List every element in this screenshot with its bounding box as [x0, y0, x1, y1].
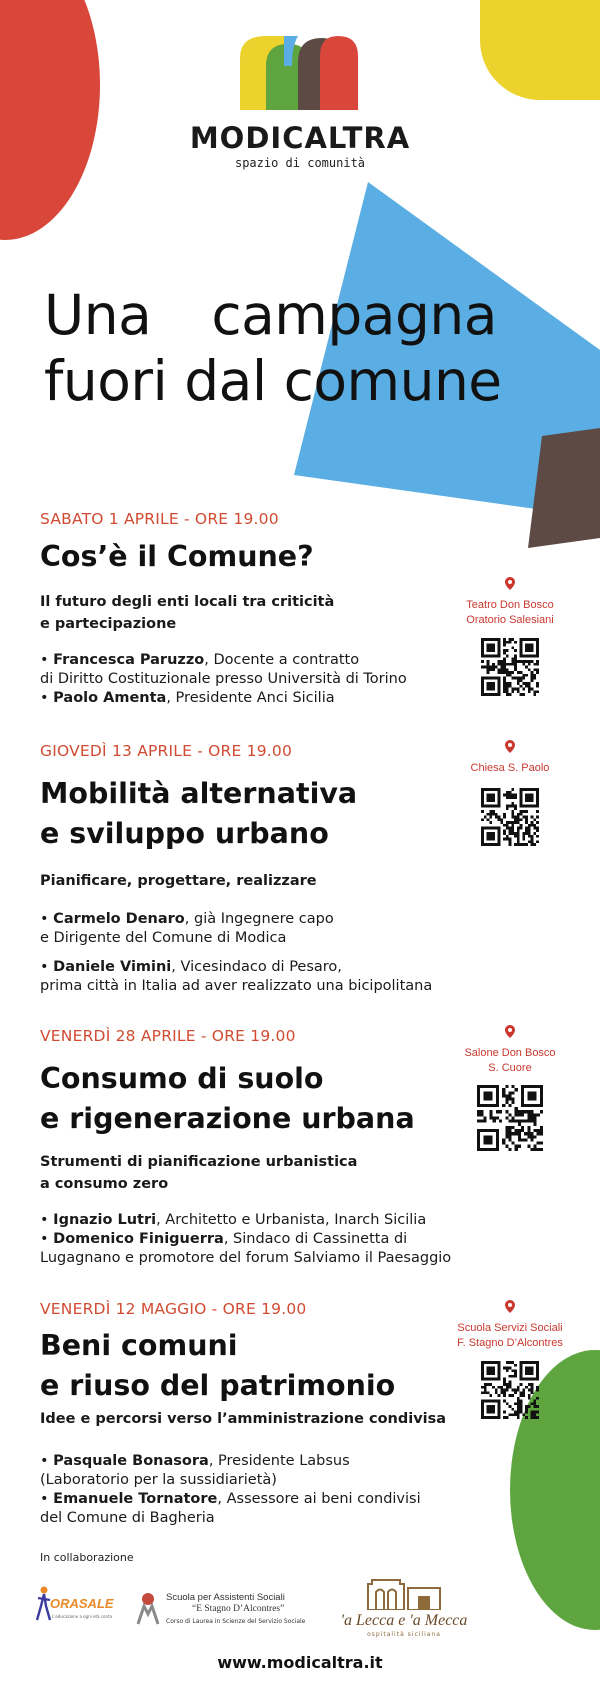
speaker-name: Emanuele Tornatore: [53, 1491, 218, 1507]
speaker-role: , Vicesindaco di Pesaro,: [171, 959, 342, 975]
speaker-role: di Diritto Costituzionale presso Università di Torino: [40, 671, 407, 687]
event-location: [440, 577, 580, 628]
brand-name: MODICALTRA: [189, 121, 411, 155]
scuola-name: Scuola per Assistenti Sociali: [166, 1592, 285, 1603]
speaker: • Domenico Finiguerra, Sindaco di Cassinetta di Lugagnano e promotore del forum Salviamo il Paesaggio: [40, 1231, 452, 1266]
speaker-name: Carmelo Denaro: [53, 911, 185, 927]
lecca-building-icon: [364, 1576, 444, 1610]
decor-red-shape: [0, 0, 100, 240]
orasale-name: ORASALE: [50, 1596, 114, 1611]
location-line: Scuola Servizi Sociali: [457, 1322, 563, 1334]
event-location: [440, 1300, 580, 1351]
event-date: VENERDÌ 28 APRILE - ORE 19.00: [40, 1027, 296, 1045]
speaker-role: , Presidente Anci Sicilia: [166, 690, 335, 706]
speaker: • Daniele Vimini, Vicesindaco di Pesaro, prima città in Italia ad aver realizzato una bicipolitana: [40, 959, 433, 994]
speaker-role: Lugagnano e promotore del forum Salviamo il Paesaggio: [40, 1250, 452, 1266]
event-subtitle: Strumenti di pianificazione urbanistica: [40, 1154, 358, 1170]
qr-code-icon[interactable]: [481, 1361, 539, 1419]
speaker-name: Daniele Vimini: [53, 959, 172, 975]
event-1: [40, 510, 460, 708]
location-line: Salone Don Bosco: [464, 1047, 556, 1059]
headline-word: campagna: [211, 283, 497, 347]
decor-yellow-shape: [480, 0, 600, 100]
event-subtitle: a consumo zero: [40, 1176, 169, 1192]
qr-code-icon[interactable]: [481, 788, 539, 846]
decor-brown-shape: [528, 428, 600, 548]
qr-code-icon[interactable]: [477, 1085, 543, 1151]
website-link[interactable]: www.modicaltra.it: [217, 1653, 383, 1672]
lecca-name: 'a Lecca e 'a Mecca: [340, 1612, 468, 1629]
speaker-role: , già Ingegnere capo: [184, 911, 334, 927]
headline-line: fuori dal comune: [44, 349, 502, 413]
event-4: [40, 1300, 480, 1528]
event-date: SABATO 1 APRILE - ORE 19.00: [40, 510, 279, 528]
speaker-name: Francesca Paruzzo: [53, 652, 205, 668]
speaker: • Francesca Paruzzo, Docente a contratto di Diritto Costituzionale presso Università di Torino: [40, 652, 407, 687]
event-title: e rigenerazione urbana: [40, 1102, 415, 1135]
event-title: Mobilità alternativa: [40, 777, 358, 810]
lecca-tagline: ospitalità siciliana: [367, 1631, 441, 1638]
event-3: [40, 1027, 460, 1268]
scuola-emblem-icon: [130, 1590, 166, 1626]
speaker-name: Ignazio Lutri: [53, 1212, 157, 1228]
event-title: e riuso del patrimonio: [40, 1369, 396, 1402]
speaker: • Carmelo Denaro, già Ingegnere capo e Dirigente del Comune di Modica: [40, 911, 334, 946]
orasale-tagline: L'educazione a ogni età conta: [52, 1614, 113, 1619]
event-title: e sviluppo urbano: [40, 817, 329, 850]
speaker-name: Paolo Amenta: [53, 690, 167, 706]
event-subtitle: Il futuro degli enti locali tra criticità: [40, 594, 335, 610]
location-pin-icon: [505, 740, 515, 753]
qr-code-icon[interactable]: [481, 638, 539, 696]
scuola-course: Corso di Laurea in Scienze del Servizio Sociale: [166, 1618, 306, 1625]
event-2: [40, 742, 460, 996]
partner-lecca-mecca-logo: [334, 1576, 474, 1636]
speaker-role: del Comune di Bagheria: [40, 1510, 215, 1526]
location-pin-icon: [505, 577, 515, 590]
event-subtitle: e partecipazione: [40, 616, 177, 632]
headline-word: Una: [44, 283, 152, 347]
partner-scuola-logo: [130, 1590, 310, 1630]
event-title: Cos’è il Comune?: [40, 540, 314, 573]
speaker-role: prima città in Italia ad aver realizzato una bicipolitana: [40, 978, 433, 994]
speaker-role: (Laboratorio per la sussidiarietà): [40, 1472, 277, 1488]
event-subtitle: Idee e percorsi verso l’amministrazione condivisa: [40, 1411, 447, 1427]
speaker-role: , Presidente Labsus: [208, 1453, 350, 1469]
speaker-name: Pasquale Bonasora: [53, 1453, 209, 1469]
location-line: Teatro Don Bosco: [466, 599, 554, 611]
collaboration-label: In collaborazione: [40, 1551, 134, 1564]
speaker-name: Domenico Finiguerra: [53, 1231, 224, 1247]
event-location: [440, 740, 580, 776]
location-line: Oratorio Salesiani: [466, 614, 554, 626]
speaker-role: , Assessore ai beni condivisi: [217, 1491, 421, 1507]
scuola-subname: “E Stagno D’Alcontres”: [192, 1604, 285, 1614]
speaker: • Emanuele Tornatore, Assessore ai beni condivisi del Comune di Bagheria: [40, 1491, 421, 1526]
modicaltra-logo-icon: [240, 36, 358, 110]
event-date: GIOVEDÌ 13 APRILE - ORE 19.00: [40, 742, 293, 760]
event-title: Consumo di suolo: [40, 1062, 324, 1095]
partner-orasale-logo: [36, 1586, 114, 1626]
speaker-role: , Docente a contratto: [204, 652, 360, 668]
location-line: F. Stagno D’Alcontres: [457, 1337, 563, 1349]
location-pin-icon: [505, 1300, 515, 1313]
event-location: [440, 1025, 580, 1076]
headline: [44, 282, 502, 414]
event-title: Beni comuni: [40, 1329, 238, 1362]
event-date: VENERDÌ 12 MAGGIO - ORE 19.00: [40, 1300, 307, 1318]
location-pin-icon: [505, 1025, 515, 1038]
brand-tagline: spazio di comunità: [234, 156, 366, 170]
speaker: • Pasquale Bonasora, Presidente Labsus (Laboratorio per la sussidiarietà): [40, 1453, 350, 1488]
location-line: Chiesa S. Paolo: [470, 762, 550, 774]
speaker: • Ignazio Lutri, Architetto e Urbanista, Inarch Sicilia: [40, 1212, 427, 1228]
speaker-role: , Sindaco di Cassinetta di: [223, 1231, 408, 1247]
event-subtitle: Pianificare, progettare, realizzare: [40, 873, 317, 889]
speaker-role: , Architetto e Urbanista, Inarch Sicilia: [156, 1212, 427, 1228]
speaker-role: e Dirigente del Comune di Modica: [40, 930, 287, 946]
speaker: • Paolo Amenta, Presidente Anci Sicilia: [40, 690, 335, 706]
location-line: S. Cuore: [488, 1062, 532, 1074]
